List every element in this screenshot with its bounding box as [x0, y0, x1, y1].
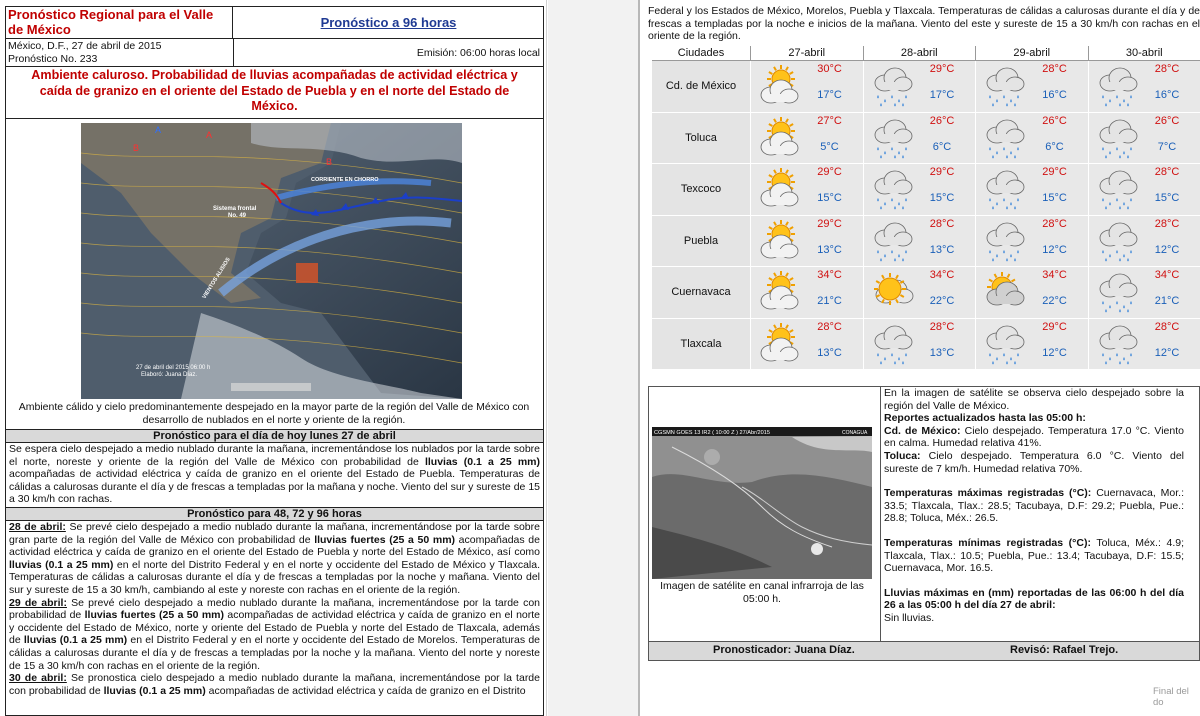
max-temp: 34°C: [929, 269, 955, 281]
headline: Ambiente caluroso. Probabilidad de lluvias acompañadas de actividad eléctrica y caída de granizo en el oriente del Estado de Puebla y en el norte del Estado de México.: [31, 68, 518, 113]
max-temp: 28°C: [1042, 217, 1067, 230]
rain-icon: [1093, 65, 1139, 107]
forecast-cell: [975, 267, 1088, 319]
min-temp: 22°C: [1042, 295, 1067, 307]
partly-cloudy-icon: [755, 65, 801, 107]
max-temp: 29°C: [929, 63, 955, 75]
forecast-number: Pronóstico No. 233: [8, 53, 98, 65]
forecast-cell: [863, 113, 976, 165]
page-gutter: [548, 0, 640, 716]
min-temp: 21°C: [1154, 295, 1180, 307]
min-temp: 21°C: [817, 295, 842, 307]
forecast-cell: [863, 267, 976, 319]
min-temp: 15°C: [1042, 192, 1067, 204]
rain-icon: [980, 65, 1026, 107]
max-temp: 28°C: [1154, 217, 1180, 230]
reports-title: Reportes actualizados hasta las 05:00 h:: [884, 412, 1086, 425]
max-temp: 26°C: [1042, 114, 1067, 127]
jet-label: CORRIENTE EN CHORRO: [311, 177, 379, 183]
rain-icon: [868, 65, 914, 107]
max-temp: 29°C: [1042, 166, 1067, 178]
obs-divider: [880, 386, 881, 661]
rain-report-value: Sin lluvias.: [884, 611, 935, 624]
forecast-30-abril: 30 de abril: Se pronostica cielo despejado a medio nublado durante la mañana, incrementándose por la tarde con probabilidad de lluvias (0.1 a 25 mm) acompañadas de actividad eléctrica y caída de granizo en el Distrito: [9, 672, 540, 697]
partly-cloudy-icon: [755, 168, 801, 210]
min-temp: 7°C: [1157, 140, 1177, 153]
partly-cloudy-icon: [755, 271, 801, 313]
partly-cloudy-icon: [755, 117, 801, 159]
min-temp: 13°C: [929, 243, 955, 256]
forecast-28-abril: 28 de abril: Se prevé cielo despejado a medio nublado durante la mañana, incrementándose por la tarde sobre gran parte de la región del Valle de México con probabilidad de lluvias fuertes (25 a 50 mm) acompañadas de actividad eléctrica y caída de granizo en el oriente del Estado de Puebla y norte del Estado de México, así como lluvias (0.1 a 25 mm) en el norte del Distrito Federal y en el norte y occidente del Estado de México y Tlaxcala. Temperaturas de cálidas a calurosas durante el día y de frescas a templadas por la noche y mañana. Viento del sur y sureste de 15 a 30 km/h, cambiando al este y noreste con rachas en el oriente de la región.: [9, 521, 541, 596]
min-temp: 6°C: [932, 140, 952, 153]
map-stamp-date: 27 de abril del 2015 06:00 h: [136, 365, 211, 371]
obs-intro: En la imagen de satélite se observa cielo despejado sobre la región del Valle de México.: [884, 387, 1184, 412]
forecast-29-abril: 29 de abril: Se prevé cielo despejado a medio nublado durante la mañana, incrementándose por la tarde con probabilidad de lluvias fuertes (25 a 50 mm) acompañadas de actividad eléctrica y caída de granizo en el norte y occidente del Estado de México, norte y oriente del Estado de Puebla y norte del Estado de Tlaxcala, además de lluvias (0.1 a 25 mm) en el Distrito Federal y en el norte y occidente del Estado de Morelos. Temperaturas de cálidas a calurosas durante el día y de frescas a templadas por la noche y la mañana. Viento del norte y noreste de 15 a 30 km/h con rachas en el oriente de la región.: [9, 596, 541, 672]
max-temp: 34°C: [1154, 269, 1180, 281]
tmin-report: Temperaturas mínimas registradas (°C): Toluca, Méx.: 4.9; Tlaxcala, Tlax.: 10.5; Puebla, Pue.: 13.4; Tacubaya, D.F: 15.5; Cuernavaca, Mor. 16.5.: [884, 536, 1185, 575]
max-temp: 29°C: [817, 217, 842, 230]
today-header: Pronóstico para el día de hoy lunes 27 de abril: [5, 430, 544, 443]
max-temp: 26°C: [929, 114, 955, 127]
city-name: Texcoco: [652, 164, 750, 216]
report-toluca: Toluca: Cielo despejado. Temperatura 6.0 °C. Viento del sureste de 7 km/h. Humedad relativa 70%.: [884, 449, 1184, 475]
footer-hint: Final del do: [1153, 686, 1189, 708]
forecast-cell: [1088, 267, 1200, 319]
forecast-cell: [750, 216, 863, 268]
headline-box: [5, 67, 544, 119]
table-header-day: 27-abril: [750, 46, 863, 61]
forecast-cell: [975, 319, 1088, 371]
rain-icon: [1093, 117, 1139, 159]
table-header-cities: Ciudades: [652, 46, 750, 61]
divider: [233, 39, 234, 67]
max-temp: 27°C: [817, 114, 842, 127]
observations: [884, 387, 1184, 625]
emission-time: Emisión: 06:00 horas local: [416, 47, 540, 59]
table-header-day: 29-abril: [975, 46, 1088, 61]
max-temp: 34°C: [1042, 269, 1067, 281]
max-temp: 28°C: [1154, 320, 1180, 333]
min-temp: 13°C: [929, 346, 955, 359]
max-temp: 30°C: [817, 63, 842, 75]
min-temp: 16°C: [1042, 89, 1067, 101]
future-header: Pronóstico para 48, 72 y 96 horas: [5, 508, 544, 521]
today-box: [5, 443, 544, 508]
front-label: Sistema frontal: [213, 206, 257, 212]
satellite-caption: Imagen de satélite en canal infrarroja de las 05:00 h.: [660, 580, 864, 605]
forecast-cell: [975, 113, 1088, 165]
min-temp: 12°C: [1154, 346, 1180, 359]
satellite-image: [652, 427, 872, 579]
min-temp: 5°C: [820, 140, 839, 153]
min-temp: 12°C: [1042, 243, 1067, 256]
max-temp: 28°C: [929, 320, 955, 333]
forecast-cell: [1088, 216, 1200, 268]
min-temp: 16°C: [1154, 89, 1180, 101]
rain-icon: [980, 168, 1026, 210]
city-name: Tlaxcala: [652, 319, 750, 371]
max-temp: 28°C: [929, 217, 955, 230]
city-name: Cuernavaca: [652, 267, 750, 319]
max-temp: 29°C: [817, 166, 842, 178]
min-temp: 12°C: [1042, 346, 1067, 359]
title-cell: [5, 6, 233, 39]
forecast-cell: [750, 319, 863, 371]
city-name: Cd. de México: [652, 61, 750, 113]
forecast-title: Pronóstico Regional para el Valle de México: [8, 7, 214, 37]
forecaster: Pronosticador: Juana Díaz.: [713, 644, 855, 656]
sunny-cloud-icon: [868, 271, 914, 313]
rain-icon: [868, 323, 914, 365]
max-temp: 29°C: [1042, 320, 1067, 333]
sun-behind-cloud-icon: [980, 271, 1026, 313]
min-temp: 15°C: [929, 192, 955, 204]
future-box: [5, 521, 544, 716]
partly-cloudy-icon: [755, 220, 801, 262]
report-cdmx: Cd. de México: Cielo despejado. Temperatura 17.0 °C. Viento en calma. Humedad relativa 41%.: [884, 424, 1184, 450]
forecast-table: [652, 46, 1200, 372]
forecast-cell: [750, 267, 863, 319]
forecast-cell: [750, 164, 863, 216]
forecast-cell: [863, 216, 976, 268]
rain-icon: [980, 323, 1026, 365]
max-temp: 29°C: [929, 166, 955, 178]
min-temp: 12°C: [1154, 243, 1180, 256]
date-line: México, D.F., 27 de abril de 2015: [8, 40, 162, 52]
title-link-cell: [233, 6, 544, 39]
satellite-header: CGSMN GOES 13 IR2 ( 10:00 Z ) 27/Abr/2015: [654, 430, 770, 436]
rain-icon: [868, 117, 914, 159]
rain-icon: [1093, 168, 1139, 210]
max-temp: 34°C: [817, 269, 842, 281]
rain-icon: [980, 220, 1026, 262]
city-name: Puebla: [652, 216, 750, 268]
svg-text:A: A: [206, 130, 213, 140]
rain-icon: [980, 117, 1026, 159]
rain-icon: [1093, 271, 1139, 313]
min-temp: 13°C: [817, 346, 842, 359]
rain-icon: [1093, 220, 1139, 262]
front-number: No. 49: [228, 213, 247, 219]
synoptic-map: [81, 123, 462, 399]
svg-text:B: B: [133, 143, 140, 153]
rain-icon: [868, 168, 914, 210]
forecast-cell: [975, 164, 1088, 216]
reviewer: Revisó: Rafael Trejo.: [1010, 644, 1119, 656]
min-temp: 22°C: [929, 295, 955, 307]
rain-report-title: Lluvias máximas en (mm) reportadas de las 06:00 h del día 26 a las 05:00 h del día 27 de abril:: [884, 586, 1184, 612]
rain-icon: [868, 220, 914, 262]
rain-icon: [1093, 323, 1139, 365]
forecast-cell: [863, 61, 976, 113]
table-header-day: 28-abril: [863, 46, 976, 61]
forecast-cell: [1088, 61, 1200, 113]
min-temp: 15°C: [1154, 192, 1180, 204]
forecast-96h-link[interactable]: Pronóstico a 96 horas: [320, 14, 457, 30]
min-temp: 13°C: [817, 243, 842, 256]
table-header-day: 30-abril: [1088, 46, 1200, 61]
svg-text:B: B: [326, 157, 333, 167]
today-forecast-text: Se espera cielo despejado a medio nublado durante la mañana, incrementándose los nublados por la tarde sobre el norte, noreste y oriente de la región del Valle de México con probabilidad de lluvias (0.1 a 25 mm) acompañadas de actividad eléctrica y caída de granizo en el oriente del Estado de Puebla. Temperaturas de cálidas a calurosas durante el día y de frescas a templadas por la mañana y noche. Viento del sur y sureste de 15 a 30 km/h con rachas.: [9, 443, 540, 506]
forecast-cell: [863, 319, 976, 371]
forecast-cell: [1088, 113, 1200, 165]
max-temp: 26°C: [1154, 114, 1180, 127]
continued-text: Federal y los Estados de México, Morelos, Puebla y Tlaxcala. Temperaturas de cálidas a calurosas durante el día y de frescas a templadas por la noche e inicios de la mañana. Viento del este y sureste de 15 a 30 km/h con rachas en el oriente de la región.: [648, 5, 1200, 43]
forecast-cell: [1088, 319, 1200, 371]
partly-cloudy-icon: [755, 323, 801, 365]
forecast-cell: [863, 164, 976, 216]
min-temp: 15°C: [817, 192, 842, 204]
tmax-report: Temperaturas máximas registradas (°C): Cuernavaca, Mor.: 33.5; Tlaxcala, Tlax.: 28.5; Tacubaya, D.F: 29.2; Puebla, Pue.: 28.8; Toluca, Méx.: 26.5.: [884, 487, 1185, 525]
map-caption: Ambiente cálido y cielo predominantemente despejado en la mayor parte de la región del Valle de México con desarrollo de nublados en el norte y oriente de la región.: [18, 401, 530, 426]
min-temp: 17°C: [817, 89, 842, 101]
map-stamp-author: Elaboró: Juana Díaz.: [141, 372, 198, 378]
forecast-cell: [1088, 164, 1200, 216]
forecast-cell: [975, 61, 1088, 113]
trade-winds-label: VIENTOS ALISIOS: [201, 256, 232, 301]
min-temp: 6°C: [1045, 140, 1064, 153]
max-temp: 28°C: [1154, 166, 1180, 178]
max-temp: 28°C: [817, 320, 842, 333]
forecast-cell: [975, 216, 1088, 268]
svg-text:A: A: [155, 125, 162, 135]
conagua-logo: CONAGUA: [842, 430, 868, 436]
max-temp: 28°C: [1154, 63, 1180, 75]
forecast-cell: [750, 113, 863, 165]
min-temp: 17°C: [929, 89, 955, 101]
left-page: [0, 0, 547, 716]
max-temp: 28°C: [1042, 63, 1067, 75]
forecast-cell: [750, 61, 863, 113]
city-name: Toluca: [652, 113, 750, 165]
